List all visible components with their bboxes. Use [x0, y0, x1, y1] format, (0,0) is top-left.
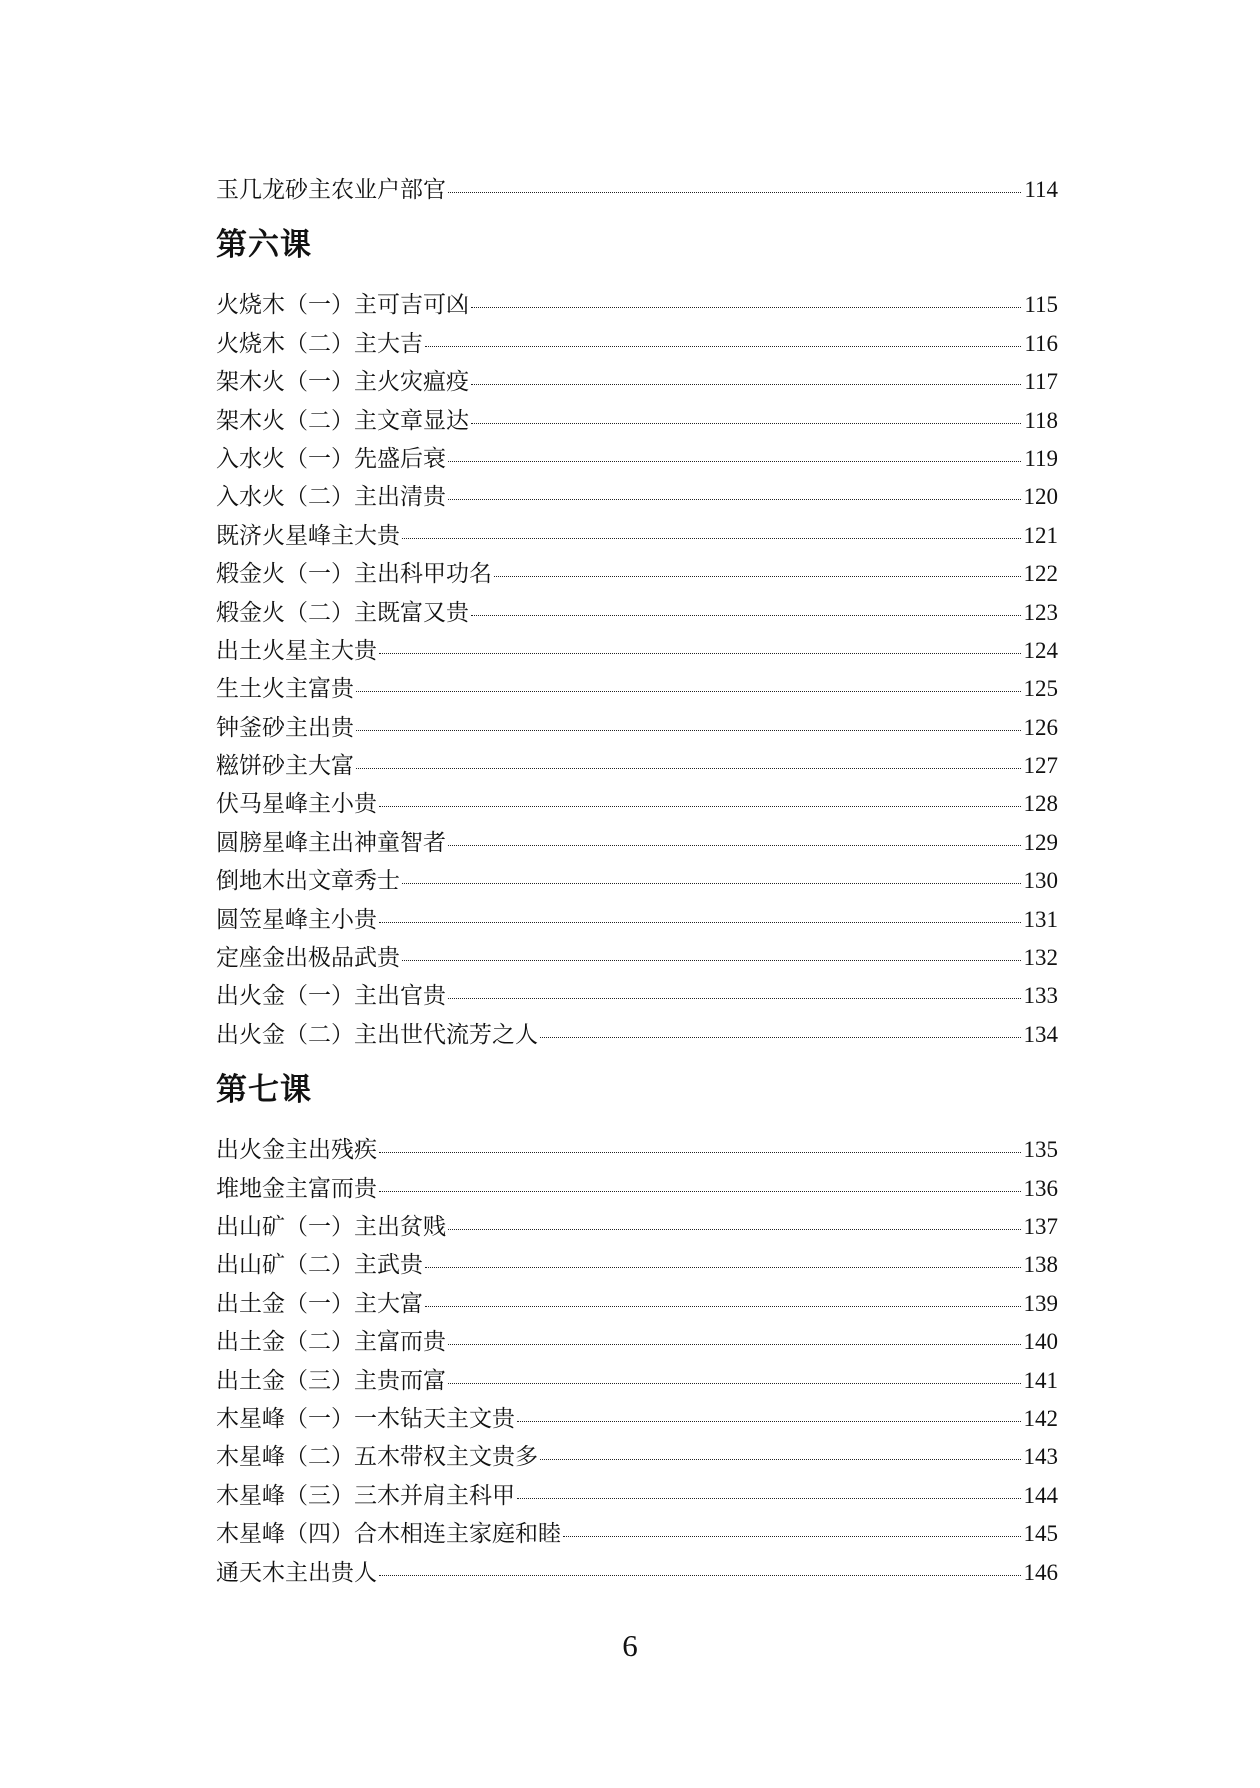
toc-entry-page: 142 — [1023, 1405, 1058, 1431]
dot-leader — [540, 1037, 1021, 1038]
dot-leader — [356, 691, 1021, 692]
toc-entry-page: 132 — [1023, 945, 1058, 971]
table-of-contents — [216, 171, 1058, 1592]
dot-leader — [379, 653, 1021, 654]
toc-entry-label: 出山矿（一）主出贫贱 — [216, 1213, 446, 1240]
toc-entry[interactable] — [216, 632, 1058, 670]
dot-leader — [563, 1536, 1021, 1537]
dot-leader — [517, 1421, 1021, 1422]
toc-entry-page: 146 — [1023, 1559, 1058, 1585]
toc-entry-label: 入水火（一）先盛后衰 — [216, 445, 446, 472]
toc-entry-page: 131 — [1023, 906, 1058, 932]
toc-entry-page: 129 — [1023, 829, 1058, 855]
toc-entry[interactable] — [216, 325, 1058, 363]
toc-entry-page: 135 — [1023, 1137, 1058, 1163]
toc-entry-page: 125 — [1023, 676, 1058, 702]
toc-entry[interactable] — [216, 785, 1058, 823]
dot-leader — [448, 845, 1021, 846]
dot-leader — [517, 1498, 1021, 1499]
toc-entry[interactable] — [216, 977, 1058, 1015]
dot-leader — [471, 423, 1021, 424]
toc-entry-page: 115 — [1024, 292, 1058, 318]
toc-entry[interactable] — [216, 1016, 1058, 1054]
toc-entry-label: 出山矿（二）主武贵 — [216, 1252, 423, 1279]
toc-entry-page: 141 — [1023, 1367, 1058, 1393]
dot-leader — [425, 1306, 1021, 1307]
dot-leader — [379, 1575, 1021, 1576]
dot-leader — [448, 499, 1021, 500]
toc-entry-label: 通天木主出贵人 — [216, 1559, 377, 1586]
dot-leader — [448, 1344, 1021, 1345]
toc-entry-page: 143 — [1023, 1444, 1058, 1470]
toc-entry-label: 圆笠星峰主小贵 — [216, 906, 377, 933]
dot-leader — [471, 307, 1021, 308]
toc-entry-page: 118 — [1024, 407, 1058, 433]
toc-entry[interactable] — [216, 440, 1058, 478]
toc-entry-label: 定座金出极品武贵 — [216, 945, 400, 972]
toc-entry[interactable] — [216, 171, 1058, 209]
toc-entry[interactable] — [216, 1515, 1058, 1553]
toc-entry[interactable] — [216, 1131, 1058, 1169]
toc-entry[interactable] — [216, 747, 1058, 785]
dot-leader — [471, 384, 1021, 385]
toc-entry-page: 140 — [1023, 1329, 1058, 1355]
toc-entry-label: 圆膀星峰主出神童智者 — [216, 829, 446, 856]
toc-entry[interactable] — [216, 1400, 1058, 1438]
toc-entry-page: 145 — [1023, 1521, 1058, 1547]
toc-entry[interactable] — [216, 517, 1058, 555]
toc-entry-page: 127 — [1023, 753, 1058, 779]
toc-entry-page: 122 — [1023, 561, 1058, 587]
toc-entry[interactable] — [216, 1208, 1058, 1246]
dot-leader — [425, 1267, 1021, 1268]
toc-entry-page: 137 — [1023, 1213, 1058, 1239]
dot-leader — [448, 192, 1021, 193]
toc-entry-page: 117 — [1024, 369, 1058, 395]
toc-entry[interactable] — [216, 1438, 1058, 1476]
dot-leader — [379, 806, 1021, 807]
toc-entry[interactable] — [216, 478, 1058, 516]
toc-entry[interactable] — [216, 594, 1058, 632]
section-heading: 第七课 — [216, 1072, 312, 1109]
toc-entry-label: 木星峰（二）五木带权主文贵多 — [216, 1444, 538, 1471]
toc-entry-page: 120 — [1023, 484, 1058, 510]
toc-entry-page: 123 — [1023, 599, 1058, 625]
toc-entry[interactable] — [216, 1554, 1058, 1592]
toc-entry-page: 121 — [1023, 522, 1058, 548]
toc-entry-page: 139 — [1023, 1290, 1058, 1316]
dot-leader — [402, 538, 1021, 539]
section-heading: 第六课 — [216, 227, 312, 264]
dot-leader — [356, 768, 1021, 769]
toc-entry-label: 出土金（三）主贵而富 — [216, 1367, 446, 1394]
toc-entry-page: 144 — [1023, 1482, 1058, 1508]
dot-leader — [471, 615, 1021, 616]
toc-entry[interactable] — [216, 824, 1058, 862]
toc-entry-label: 木星峰（四）合木相连主家庭和睦 — [216, 1521, 561, 1548]
toc-entry-page: 136 — [1023, 1175, 1058, 1201]
toc-entry-label: 糍饼砂主大富 — [216, 753, 354, 780]
toc-entry-page: 126 — [1023, 714, 1058, 740]
toc-entry-label: 伏马星峰主小贵 — [216, 791, 377, 818]
page-number: 6 — [622, 1628, 638, 1663]
toc-entry[interactable] — [216, 939, 1058, 977]
toc-entry-page: 134 — [1023, 1021, 1058, 1047]
toc-entry-label: 钟釜砂主出贵 — [216, 714, 354, 741]
toc-entry-label: 出火金（二）主出世代流芳之人 — [216, 1021, 538, 1048]
dot-leader — [425, 346, 1021, 347]
toc-entry-page: 114 — [1024, 177, 1058, 202]
toc-entry-label: 生土火主富贵 — [216, 676, 354, 703]
toc-entry-label: 玉几龙砂主农业户部官 — [216, 177, 446, 203]
toc-entry[interactable] — [216, 286, 1058, 324]
toc-entry[interactable] — [216, 1170, 1058, 1208]
toc-entry[interactable] — [216, 901, 1058, 939]
toc-entry-label: 架木火（一）主火灾瘟疫 — [216, 369, 469, 396]
dot-leader — [402, 960, 1021, 961]
toc-entry[interactable] — [216, 1477, 1058, 1515]
dot-leader — [448, 1383, 1021, 1384]
toc-entry[interactable] — [216, 363, 1058, 401]
dot-leader — [356, 730, 1021, 731]
toc-entry[interactable] — [216, 1246, 1058, 1284]
dot-leader — [448, 998, 1021, 999]
toc-entry-label: 出火金（一）主出官贵 — [216, 983, 446, 1010]
toc-entry-page: 138 — [1023, 1252, 1058, 1278]
toc-entry[interactable] — [216, 1362, 1058, 1400]
toc-entry-page: 133 — [1023, 983, 1058, 1009]
toc-entry-label: 出土金（一）主大富 — [216, 1290, 423, 1317]
dot-leader — [448, 1229, 1021, 1230]
toc-entry-label: 火烧木（一）主可吉可凶 — [216, 292, 469, 319]
dot-leader — [494, 576, 1021, 577]
toc-entry-label: 木星峰（一）一木钻天主文贵 — [216, 1405, 515, 1432]
toc-entry-label: 堆地金主富而贵 — [216, 1175, 377, 1202]
toc-entry-label: 火烧木（二）主大吉 — [216, 330, 423, 357]
toc-entry-label: 出火金主出残疾 — [216, 1137, 377, 1164]
toc-entry-label: 入水火（二）主出清贵 — [216, 484, 446, 511]
dot-leader — [402, 883, 1021, 884]
toc-entry-label: 架木火（二）主文章显达 — [216, 407, 469, 434]
toc-entry-page: 119 — [1024, 445, 1058, 471]
toc-entry[interactable] — [216, 555, 1058, 593]
dot-leader — [379, 922, 1021, 923]
toc-entry-page: 124 — [1023, 637, 1058, 663]
toc-entry-label: 倒地木出文章秀士 — [216, 868, 400, 895]
toc-entry-page: 130 — [1023, 868, 1058, 894]
toc-entry-label: 既济火星峰主大贵 — [216, 522, 400, 549]
dot-leader — [379, 1152, 1021, 1153]
dot-leader — [540, 1459, 1021, 1460]
toc-entry-page: 116 — [1024, 330, 1058, 356]
dot-leader — [379, 1191, 1021, 1192]
toc-entry-label: 煅金火（一）主出科甲功名 — [216, 561, 492, 588]
toc-entry[interactable] — [216, 709, 1058, 747]
toc-entry-label: 煅金火（二）主既富又贵 — [216, 599, 469, 626]
toc-entry-label: 木星峰（三）三木并肩主科甲 — [216, 1482, 515, 1509]
toc-entry-label: 出土火星主大贵 — [216, 637, 377, 664]
toc-entry[interactable] — [216, 1323, 1058, 1361]
dot-leader — [448, 461, 1021, 462]
toc-entry-page: 128 — [1023, 791, 1058, 817]
toc-entry[interactable] — [216, 1285, 1058, 1323]
toc-entry[interactable] — [216, 670, 1058, 708]
toc-entry-label: 出土金（二）主富而贵 — [216, 1329, 446, 1356]
toc-entry[interactable] — [216, 862, 1058, 900]
toc-entry[interactable] — [216, 402, 1058, 440]
